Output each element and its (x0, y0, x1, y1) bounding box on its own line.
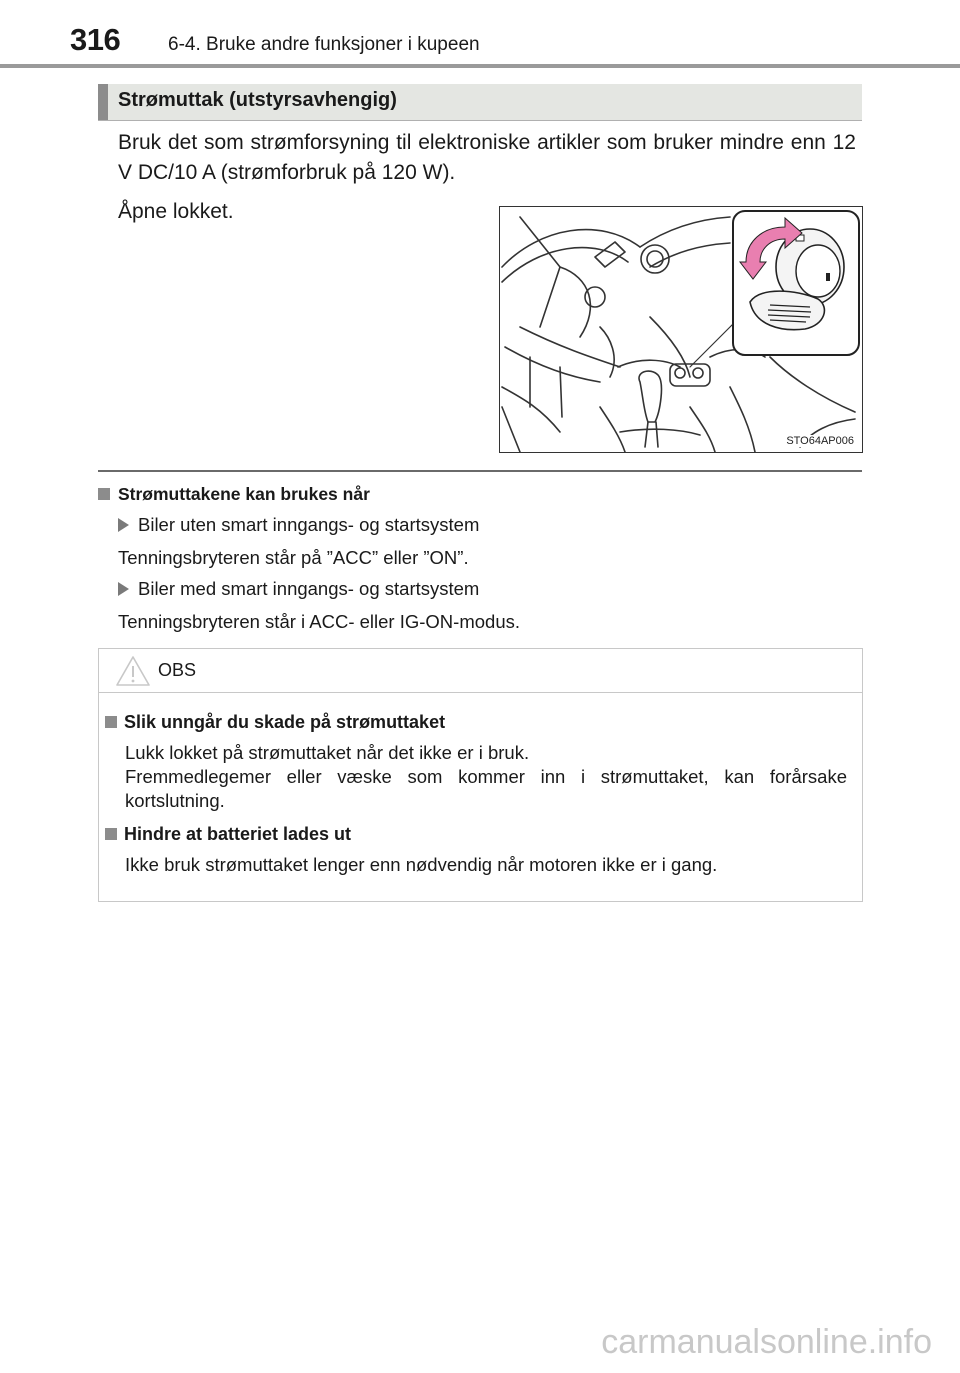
section-title: Strømuttak (utstyrsavhengig) (118, 89, 397, 111)
header-divider (0, 64, 960, 68)
notice-paragraph-1 (125, 741, 847, 813)
watermark: carmanualsonline.info (601, 1323, 932, 1361)
intro-paragraph: Bruk det som strømforsyning til elektroniske artikler som bruker mindre enn 12 V DC/10 A (strømforbruk på 120 W). (118, 131, 856, 184)
triangle-bullet-icon (118, 518, 129, 532)
warning-icon (115, 655, 151, 687)
usage-item-2-label: Biler med smart inngangs- og startsystem (138, 578, 480, 599)
usage-item-1 (118, 514, 479, 536)
notice-box (98, 648, 863, 902)
notice-line-1: Lukk lokket på strømuttaket når det ikke er i bruk. (125, 742, 530, 763)
square-bullet-icon (98, 488, 110, 500)
notice-paragraph-2: Ikke bruk strømuttaket lenger enn nødvendig når motoren ikke er i gang. (125, 854, 718, 875)
notice-label: OBS (158, 660, 197, 680)
usage-heading (98, 484, 370, 505)
triangle-bullet-icon (118, 582, 129, 596)
notice-subheading-2-text: Hindre at batteriet lades ut (124, 824, 352, 844)
section-divider (98, 120, 862, 121)
notice-line-2: Fremmedlegemer eller væske som kommer inn i strømuttaket, kan forårsake kortslutning. (125, 766, 847, 811)
step-text: Åpne lokket. (118, 200, 234, 223)
content-divider (98, 470, 862, 472)
usage-item-2-text: Tenningsbryteren står i ACC- eller IG-ON-modus. (118, 611, 520, 632)
square-bullet-icon (105, 716, 117, 728)
section-heading (98, 84, 862, 120)
notice-subheading-1-text: Slik unngår du skade på strømuttaket (124, 712, 446, 732)
page-number: 316 (70, 22, 121, 57)
square-bullet-icon (105, 828, 117, 840)
dashboard-drawing (500, 207, 862, 452)
usage-item-2 (118, 578, 479, 600)
notice-subheading-2 (105, 824, 351, 845)
breadcrumb: 6-4. Bruke andre funksjoner i kupeen (168, 34, 480, 55)
figure-code: STO64AP006 (786, 435, 854, 447)
power-outlet-illustration (499, 206, 863, 453)
notice-header (99, 649, 862, 693)
usage-item-1-label: Biler uten smart inngangs- og startsystem (138, 514, 480, 535)
usage-item-1-text: Tenningsbryteren står på ”ACC” eller ”ON”. (118, 547, 469, 568)
notice-subheading-1 (105, 712, 445, 733)
usage-heading-text: Strømuttakene kan brukes når (118, 484, 370, 504)
